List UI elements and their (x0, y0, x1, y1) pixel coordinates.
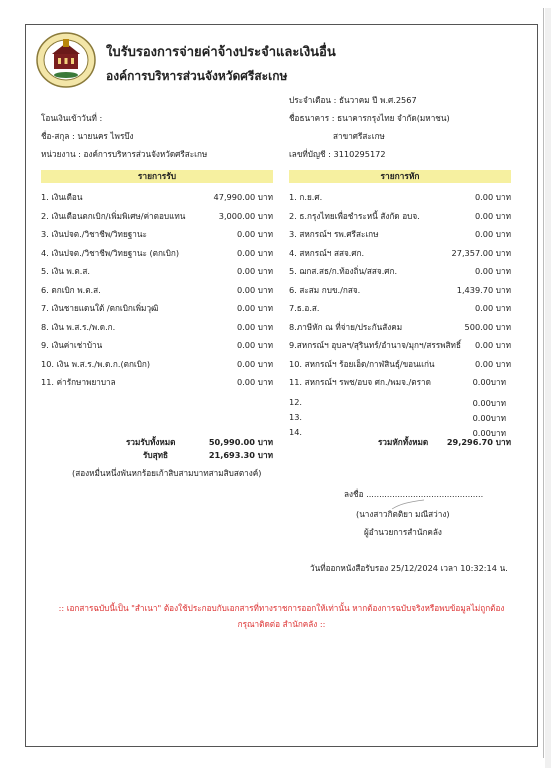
item-label: 10. เงิน พ.ส.ร./พ.ด.ก.(ตกเบิก) (41, 358, 151, 369)
certificate-page (25, 24, 538, 747)
list-item (289, 265, 511, 284)
item-label: 13. (289, 412, 303, 422)
deduction-total-label: รวมหักทั้งหมด (378, 437, 429, 447)
item-label: 1. เงินเดือน (41, 192, 83, 202)
item-label: 7.ธ.อ.ส. (289, 303, 320, 313)
item-label: 3. เงินปจต./วิชาชีพ/วิทยฐานะ (41, 229, 147, 239)
document-title: ใบรับรองการจ่ายค่าจ้างประจำและเงินอื่น (106, 45, 336, 60)
item-label: 5. เงิน พ.ต.ส. (41, 266, 90, 276)
item-label: 7. เงินชายแดนใต้ /ตกเบิกเพิ่มวุฒิ (41, 303, 159, 313)
item-label: 2. เงินเดือนตกเบิก/เพิ่มพิเศษ/ค่าตอบแทน (41, 210, 186, 221)
deduction-total-value: 29,296.70 บาท (446, 437, 511, 447)
viewer-border (543, 8, 544, 758)
item-amount: 500.00 บาท (464, 321, 511, 332)
copy-notice-line1: :: เอกสารฉบับนี้เป็น "สำเนา" ต้องใช้ประกอบกับเอกสารที่ทางราชการออกให้เท่านั้น หากต้องการฉบับจริงหรือพบข้อมูลไม่ถูกต้อง (58, 603, 505, 613)
item-amount: 0.00 บาท (474, 340, 511, 350)
item-label: 10. สหกรณ์ฯ ร้อยเอ็ด/กาฬสินธุ์/ขอนแก่น (289, 358, 435, 369)
item-amount: 0.00บาท (472, 377, 506, 387)
item-label: 5. ฌกส.สธ/ก.ท้องถิ่น/สสจ.ศก. (289, 266, 398, 276)
item-label: 8. เงิน พ.ส.ร./พ.ด.ก. (41, 321, 116, 332)
item-amount: 0.00 บาท (236, 303, 273, 313)
item-label: 1. ก.ย.ศ. (289, 192, 323, 202)
list-item (289, 358, 511, 377)
bank-name: ชื่อธนาคาร : ธนาคารกรุงไทย จำกัด(มหาชน) (289, 113, 450, 123)
item-label: 11. ค่ารักษาพยาบาล (41, 377, 116, 387)
item-amount: 1,439.70 บาท (456, 284, 511, 295)
list-item (289, 191, 511, 210)
item-label: 12. (289, 397, 303, 407)
list-item (41, 339, 273, 358)
item-amount: 0.00 บาท (236, 340, 273, 350)
income-total-label: รวมรับทั้งหมด (126, 437, 176, 447)
item-label: 11. สหกรณ์ฯ รพช/อบจ ศก./พมจ./ตราด (289, 377, 431, 387)
item-amount: 0.00 บาท (474, 229, 511, 239)
list-item (41, 191, 273, 210)
item-label: 2. ธ.กรุงไทยเพื่อชำระหนี้ สังกัด อบจ. (289, 210, 420, 221)
list-item (41, 247, 273, 266)
item-amount: 0.00 บาท (236, 321, 273, 332)
income-header: รายการรับ (41, 170, 273, 183)
list-item (41, 265, 273, 284)
list-item (289, 210, 511, 229)
item-amount: 0.00 บาท (236, 358, 273, 369)
month-label: ประจำเดือน : ธันวาคม ปี พ.ศ.2567 (289, 95, 417, 105)
list-item (289, 397, 511, 412)
item-amount: 0.00บาท (472, 413, 506, 423)
issued-timestamp: วันที่ออกหนังสือรับรอง 25/12/2024 เวลา 10:32:14 น. (310, 563, 508, 573)
transfer-date-label: โอนเงินเข้าวันที่ : (41, 113, 103, 123)
item-amount: 0.00 บาท (236, 284, 273, 295)
employee-name: ชื่อ-สกุล : นายนคร ไพรบึง (41, 131, 134, 141)
item-label: 9. เงินค่าเช่าบ้าน (41, 340, 103, 350)
item-amount: 3,000.00 บาท (218, 210, 273, 221)
item-amount: 27,357.00 บาท (451, 247, 511, 258)
list-item (289, 412, 511, 427)
unit-name: หน่วยงาน : องค์การบริหารส่วนจังหวัดศรีสะเกษ (41, 149, 208, 159)
vertical-scrollbar[interactable] (545, 8, 551, 768)
deduction-header: รายการหัก (289, 170, 511, 183)
list-item (289, 376, 511, 397)
bank-branch: สาขาศรีสะเกษ (333, 131, 385, 141)
item-amount: 0.00 บาท (236, 229, 273, 239)
list-item (41, 321, 273, 340)
signer-name: (นางสาวกิตติยา มณีสว่าง) (356, 509, 450, 519)
deduction-list (289, 191, 511, 442)
item-label: 14. (289, 427, 303, 437)
list-item (289, 302, 511, 321)
income-list (41, 191, 273, 395)
list-item (289, 284, 511, 303)
item-label: 8.ภาษีหัก ณ ที่จ่าย/ประกันสังคม (289, 321, 403, 332)
list-item (289, 321, 511, 340)
list-item (41, 376, 273, 395)
item-amount: 0.00บาท (472, 428, 506, 438)
signature-line: ลงชื่อ ............................................. (344, 489, 484, 499)
item-label: 6. สะสม กบข./กสจ. (289, 284, 361, 295)
item-amount: 0.00 บาท (474, 266, 511, 276)
list-item (289, 247, 511, 266)
net-pay-value: 21,693.30 บาท (208, 450, 273, 460)
list-item (289, 228, 511, 247)
list-item (41, 284, 273, 303)
item-amount: 0.00 บาท (474, 303, 511, 313)
signer-position: ผู้อำนวยการสำนักคลัง (364, 527, 442, 537)
item-label: 4. เงินปจต./วิชาชีพ/วิทยฐานะ (ตกเบิก) (41, 247, 180, 258)
list-item (41, 228, 273, 247)
list-item (41, 302, 273, 321)
organization-seal-logo (34, 31, 98, 89)
copy-notice-line2: กรุณาติดต่อ สำนักคลัง :: (237, 619, 326, 629)
net-pay-label: รับสุทธิ (143, 450, 168, 460)
item-label: 3. สหกรณ์ฯ รพ.ศรีสะเกษ (289, 229, 379, 239)
item-amount: 0.00 บาท (474, 192, 511, 202)
item-amount: 0.00 บาท (474, 210, 511, 221)
account-number: เลขที่บัญชี : 3110295172 (289, 149, 386, 159)
item-amount: 0.00บาท (472, 398, 506, 408)
list-item (41, 210, 273, 229)
item-amount: 0.00 บาท (236, 377, 273, 387)
item-label: 9.สหกรณ์ฯ อุบลฯ/สุรินทร์/อำนาจ/มุกฯ/สรรพสิทธิ์ (289, 340, 461, 350)
item-amount: 0.00 บาท (236, 247, 273, 258)
item-amount: 0.00 บาท (474, 358, 511, 369)
list-item (289, 339, 511, 358)
item-label: 6. ตกเบิก พ.ต.ส. (41, 284, 101, 295)
item-amount: 47,990.00 บาท (213, 192, 273, 202)
item-amount: 0.00 บาท (236, 266, 273, 276)
net-pay-words: (สองหมื่นหนึ่งพันหกร้อยเก้าสิบสามบาทสามสิบสตางค์) (72, 468, 262, 478)
income-total-value: 50,990.00 บาท (208, 437, 273, 447)
organization-name: องค์การบริหารส่วนจังหวัดศรีสะเกษ (106, 69, 288, 83)
list-item (41, 358, 273, 377)
item-label: 4. สหกรณ์ฯ สสจ.ศก. (289, 247, 365, 258)
